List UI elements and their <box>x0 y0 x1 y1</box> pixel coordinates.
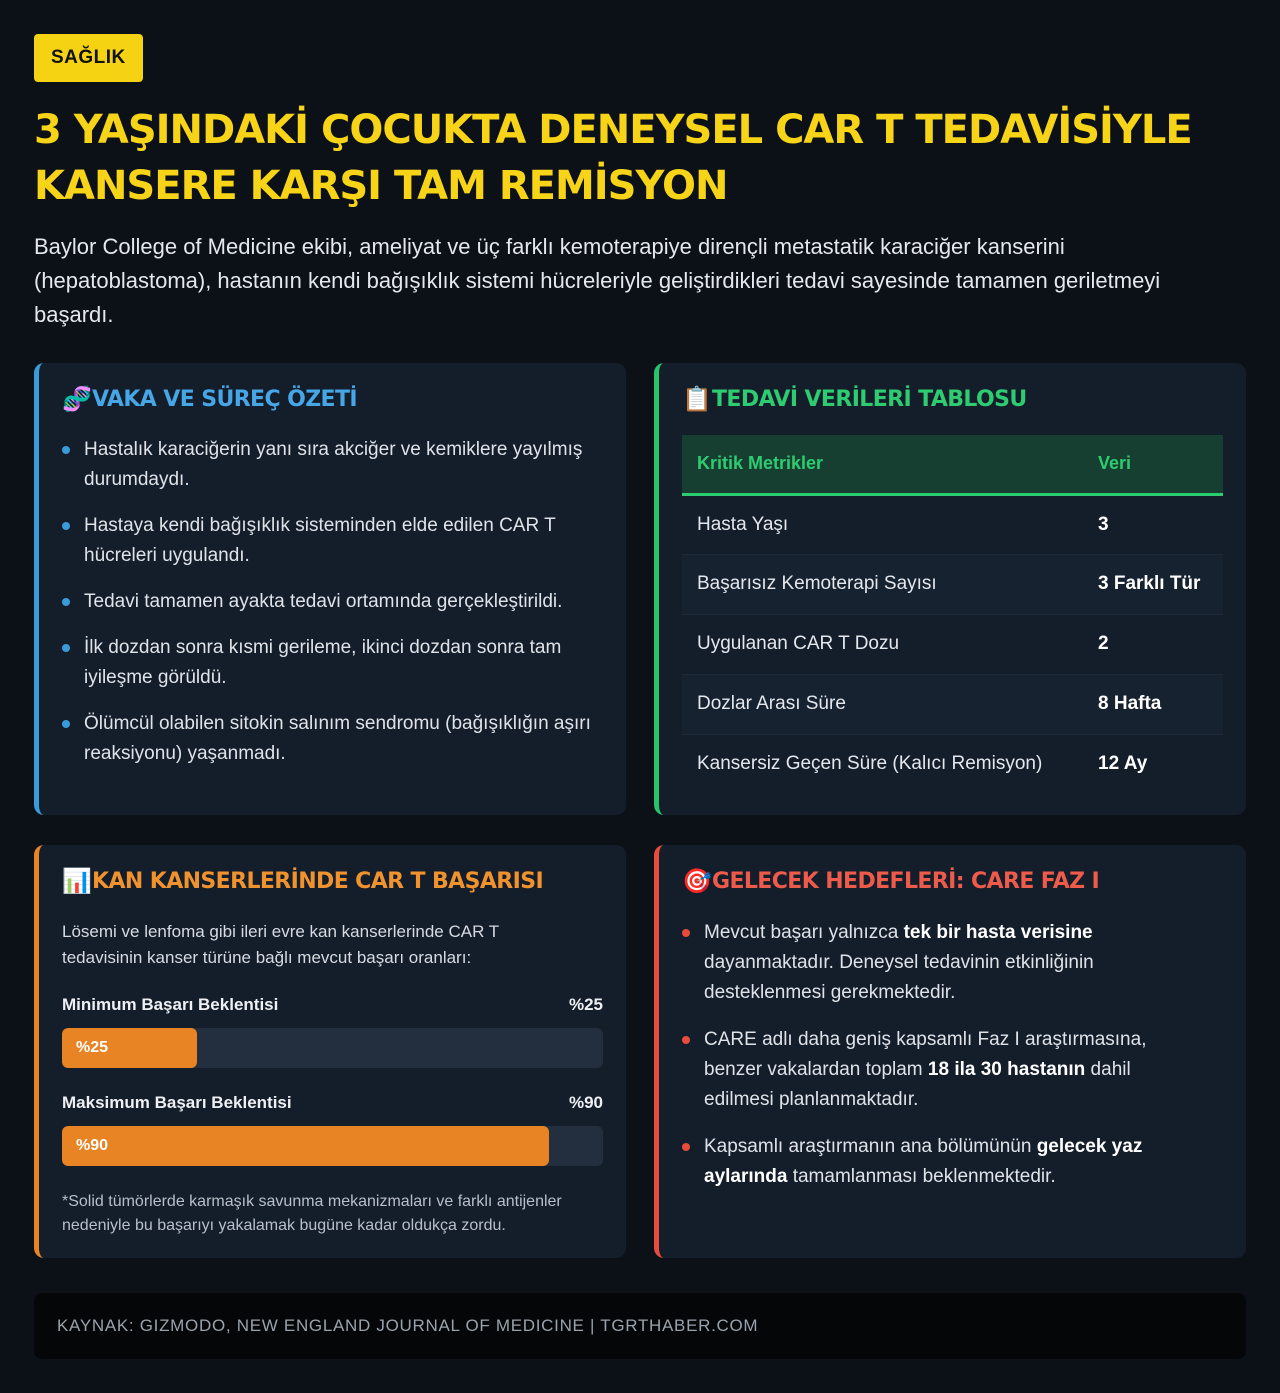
dna-icon: 🧬 <box>62 385 92 413</box>
bullet-dot <box>682 1143 690 1151</box>
column-header-metric: Kritik Metrikler <box>682 435 1083 494</box>
progress-track <box>62 1028 603 1068</box>
metric-cell: Başarısız Kemoterapi Sayısı <box>682 554 1083 614</box>
list-item-text: Tedavi tamamen ayakta tedavi ortamında gerçekleştirildi. <box>84 591 563 612</box>
list-item-text: tamamlanması beklenmektedir. <box>787 1166 1056 1187</box>
list-item <box>682 918 1172 1008</box>
list-item-text: Ölümcül olabilen sitokin salınım sendromu (bağışıklığın aşırı reaksiyonu) yaşanmadı. <box>84 713 591 764</box>
case-summary-title-text: VAKA VE SÜREÇ ÖZETİ <box>92 386 357 412</box>
list-item <box>62 511 610 571</box>
list-item-text: dayanmaktadır. Deneysel tedavinin etkinliğinin desteklenmesi gerekmektedir. <box>704 952 1094 1003</box>
bullet-dot <box>62 720 70 728</box>
future-goals-title <box>682 867 1099 895</box>
blood-cancer-title-text: KAN KANSERLERİNDE CAR T BAŞARISI <box>92 868 544 894</box>
list-item-text: Kapsamlı araştırmanın ana bölümünün <box>704 1136 1037 1157</box>
bullet-dot <box>62 522 70 530</box>
list-item-emphasis: tek bir hasta verisine <box>903 922 1093 943</box>
treatment-data-table <box>682 435 1223 794</box>
list-item-text: CARE adlı daha geniş kapsamlı Faz I araştırmasına, benzer vakalardan toplam <box>704 1029 1147 1080</box>
table-row <box>682 674 1223 734</box>
progress-track <box>62 1126 603 1166</box>
progress-fill: %90 <box>62 1126 549 1166</box>
source-text: KAYNAK: GIZMODO, NEW ENGLAND JOURNAL OF MEDICINE | TGRTHABER.COM <box>57 1316 759 1335</box>
value-cell: 12 Ay <box>1098 753 1148 775</box>
metric-cell: Uygulanan CAR T Dozu <box>682 614 1083 674</box>
headline-line-1: 3 YAŞINDAKİ ÇOCUKTA DENEYSEL CAR T TEDAVİSİYLE <box>34 107 1192 153</box>
treatment-data-title-text: TEDAVİ VERİLERİ TABLOSU <box>712 386 1027 412</box>
blood-cancer-title <box>62 867 543 895</box>
table-row <box>682 554 1223 614</box>
future-goals-card <box>654 845 1246 1258</box>
bar-chart-icon: 📊 <box>62 867 92 895</box>
list-item <box>62 633 610 693</box>
treatment-data-card <box>654 363 1246 815</box>
metric-cell: Kansersiz Geçen Süre (Kalıcı Remisyon) <box>697 753 1043 775</box>
headline-line-2: KANSERE KARŞI TAM REMİSYON <box>34 163 728 209</box>
table-row <box>682 614 1223 674</box>
value-cell: 2 <box>1083 614 1223 674</box>
list-item-emphasis: 18 ila 30 hastanın <box>927 1059 1086 1080</box>
list-item <box>62 435 610 495</box>
metric-cell: Dozlar Arası Süre <box>682 674 1083 734</box>
clipboard-icon: 📋 <box>682 385 712 413</box>
case-summary-title <box>62 385 357 413</box>
category-tag: SAĞLIK <box>34 34 143 82</box>
list-item-text: İlk dozdan sonra kısmi gerileme, ikinci dozdan sonra tam iyileşme görüldü. <box>84 637 562 688</box>
bullet-dot <box>682 929 690 937</box>
case-summary-card <box>34 363 626 815</box>
bullet-dot <box>682 1036 690 1044</box>
blood-cancer-success-card <box>34 845 626 1258</box>
progress-label: Minimum Başarı Beklentisi <box>62 995 279 1014</box>
value-cell: 3 <box>1083 494 1223 554</box>
max-success-progress <box>62 1093 603 1166</box>
list-item <box>682 1025 1172 1115</box>
lead-paragraph: Baylor College of Medicine ekibi, ameliyat ve üç farklı kemoterapiye dirençli metastatik karaciğer kanserini (hepatoblastoma), hastanın kendi bağışıklık sistemi hücreleriyle geliştirdikleri tedavi sayesinde tamamen geriletmeyi başardı. <box>34 234 1161 327</box>
treatment-data-title <box>682 385 1027 413</box>
progress-fill: %25 <box>62 1028 197 1068</box>
blood-cancer-intro: Lösemi ve lenfoma gibi ileri evre kan kanserlerinde CAR T tedavisinin kanser türüne bağlı mevcut başarı oranları: <box>62 922 499 967</box>
source-bar <box>34 1293 1246 1359</box>
future-goals-title-text: GELECEK HEDEFLERİ: CARE FAZ I <box>712 868 1100 894</box>
min-success-progress <box>62 995 603 1068</box>
bullet-dot <box>62 598 70 606</box>
value-cell: 8 Hafta <box>1083 674 1223 734</box>
progress-value: %25 <box>568 995 603 1014</box>
list-item <box>682 1132 1172 1192</box>
value-cell: 3 Farklı Tür <box>1083 554 1223 614</box>
table-header-row <box>682 435 1223 494</box>
metric-cell: Hasta Yaşı <box>682 494 1083 554</box>
bullet-dot <box>62 446 70 454</box>
footnote: *Solid tümörlerde karmaşık savunma mekanizmaları ve farklı antijenler nedeniyle bu başarıyı yakalamak bugüne kadar oldukça zordu. <box>62 1193 562 1234</box>
list-item-text: dahil edilmesi planlanmaktadır. <box>704 1059 1131 1110</box>
future-goals-list <box>682 918 1172 1209</box>
list-item-text: Hastaya kendi bağışıklık sisteminden elde edilen CAR T hücreleri uygulandı. <box>84 515 556 566</box>
progress-value: %90 <box>568 1093 603 1112</box>
list-item-text: Hastalık karaciğerin yanı sıra akciğer ve kemiklere yayılmış durumdaydı. <box>84 439 583 490</box>
column-header-value: Veri <box>1083 435 1223 494</box>
headline <box>34 102 1246 214</box>
list-item <box>62 709 610 769</box>
progress-label: Maksimum Başarı Beklentisi <box>62 1093 292 1112</box>
article <box>34 34 1246 1335</box>
list-item-emphasis: gelecek yaz aylarında <box>704 1136 1143 1187</box>
table-row <box>682 494 1223 554</box>
target-icon: 🎯 <box>682 867 712 895</box>
list-item <box>62 587 610 617</box>
case-summary-list <box>62 435 610 785</box>
bullet-dot <box>62 644 70 652</box>
table-row <box>682 734 1223 794</box>
list-item-text: Mevcut başarı yalnızca <box>704 922 904 943</box>
